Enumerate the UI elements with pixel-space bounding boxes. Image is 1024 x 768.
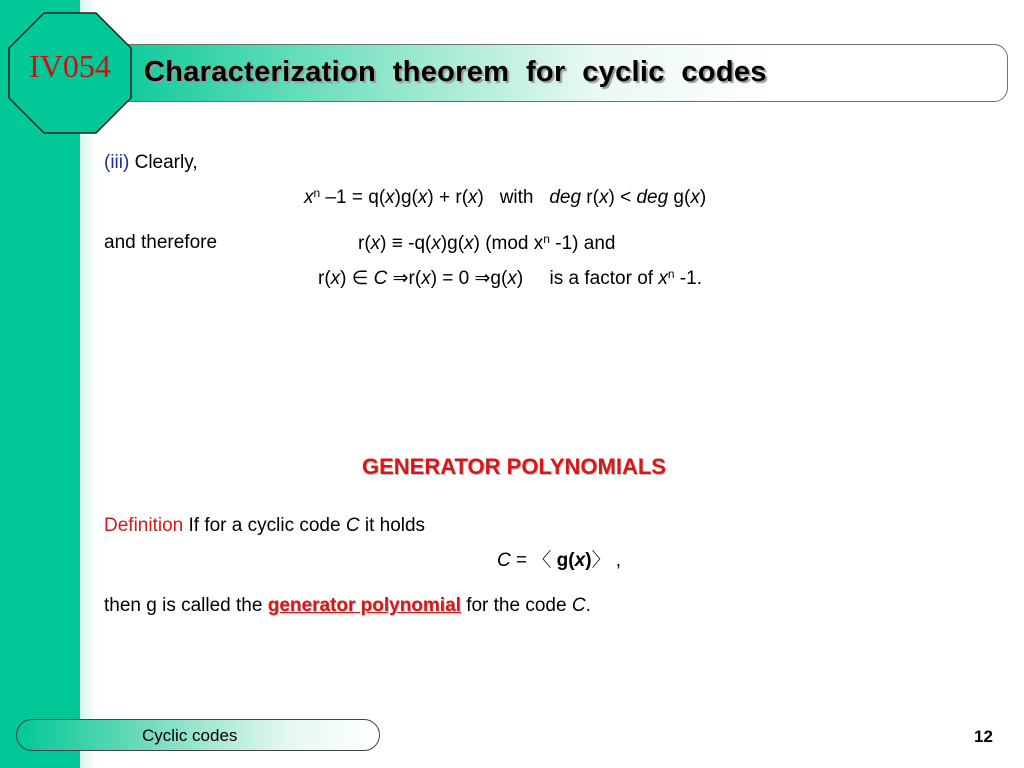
congruence-equation: r(x) ≡ -q(x)g(x) (mod $x^n$ -1) and: [358, 232, 616, 254]
factor-conclusion: r(x) ∈ C ⇒r(x) = 0 ⇒g(x) is a factor of $x^n$ -1.: [318, 267, 702, 289]
footer-topic: Cyclic codes: [142, 726, 238, 745]
definition-line: Definition If for a cyclic code C it holds: [104, 515, 426, 536]
division-equation: $x^n$ –1 = q(x)g(x) + r(x) with deg r(x) < deg g(x): [304, 186, 707, 208]
item-label: (iii): [104, 152, 130, 173]
section-heading: GENERATOR POLYNOMIALS: [362, 454, 666, 479]
generator-equation: C = 〈 g(x)〉 ,: [497, 550, 622, 571]
definition-label: Definition: [104, 515, 184, 536]
slide-title: Characterization theorem for cyclic codes: [144, 56, 767, 88]
course-logo: IV054: [29, 48, 111, 84]
and-therefore-label: and therefore: [104, 232, 218, 253]
conclusion-line: then g is called the generator polynomial for the code C.: [104, 595, 591, 616]
page-number: 12: [974, 727, 993, 746]
clearly-line: [104, 152, 198, 175]
clearly-text: Clearly,: [129, 152, 198, 173]
generator-polynomial-term: generator polynomial: [267, 595, 461, 616]
